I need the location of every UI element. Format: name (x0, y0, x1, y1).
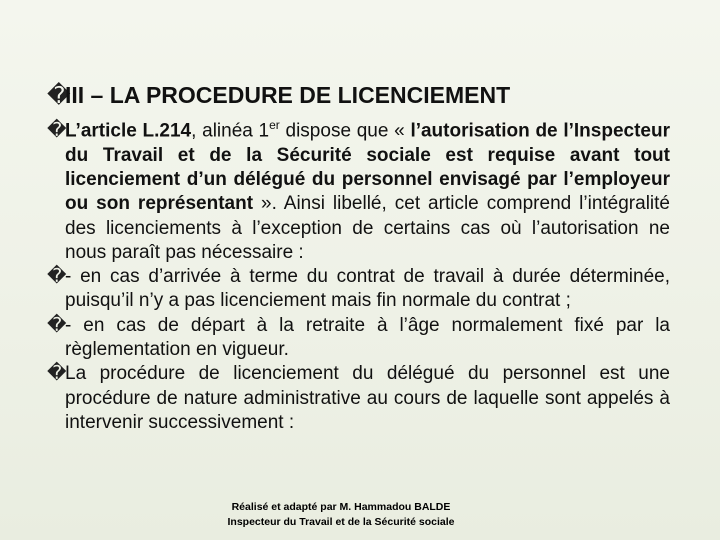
paragraph-text: ». Ainsi libellé, cet article comprend l’intégralité des licenciements à l’exception de certains cas où l’autorisation ne nous paraît pas nécessaire : (65, 193, 670, 263)
paragraph-text: - en cas d’arrivée à terme du contrat de travail à durée déterminée, puisqu’il n’y a pas licenciement mais fin normale du contrat ; (65, 266, 670, 312)
quoted-text: l’autorisation de l’Inspecteur du Travail et de la Sécurité sociale est requise avant tout licenciement d’un délégué du personnel envisagé par l’employeur ou son représentant (65, 120, 670, 215)
paragraph-retirement (47, 314, 670, 363)
bullet-icon: � (47, 314, 67, 336)
paragraph-text: , alinéa 1 (191, 120, 270, 142)
paragraph-procedure (47, 362, 670, 435)
superscript: er (269, 118, 280, 132)
slide-title-text: III – LA PROCEDURE DE LICENCIEMENT (65, 82, 511, 108)
footer-credit (200, 500, 482, 530)
footer-role: Inspecteur du Travail et de la Sécurité sociale (227, 516, 455, 528)
footer-author: Réalisé et adapté par M. Hammadou BALDE (231, 501, 451, 513)
bullet-icon: � (47, 82, 71, 108)
paragraph-article (47, 113, 670, 265)
bullet-icon: � (47, 120, 67, 142)
bullet-icon: � (47, 266, 67, 288)
slide-title (47, 80, 510, 110)
paragraph-text: dispose que « (279, 120, 411, 142)
paragraph-text: - en cas de départ à la retraite à l’âge normalement fixé par la règlementation en vigueur. (65, 314, 670, 360)
article-reference: L’article L.214 (65, 120, 192, 142)
bullet-icon: � (47, 363, 67, 385)
slide-body (47, 113, 670, 435)
paragraph-text: La procédure de licenciement du délégué du personnel est une procédure de nature administrative au cours de laquelle sont appelés à intervenir successivement : (65, 363, 670, 433)
paragraph-fixed-term (47, 265, 670, 314)
